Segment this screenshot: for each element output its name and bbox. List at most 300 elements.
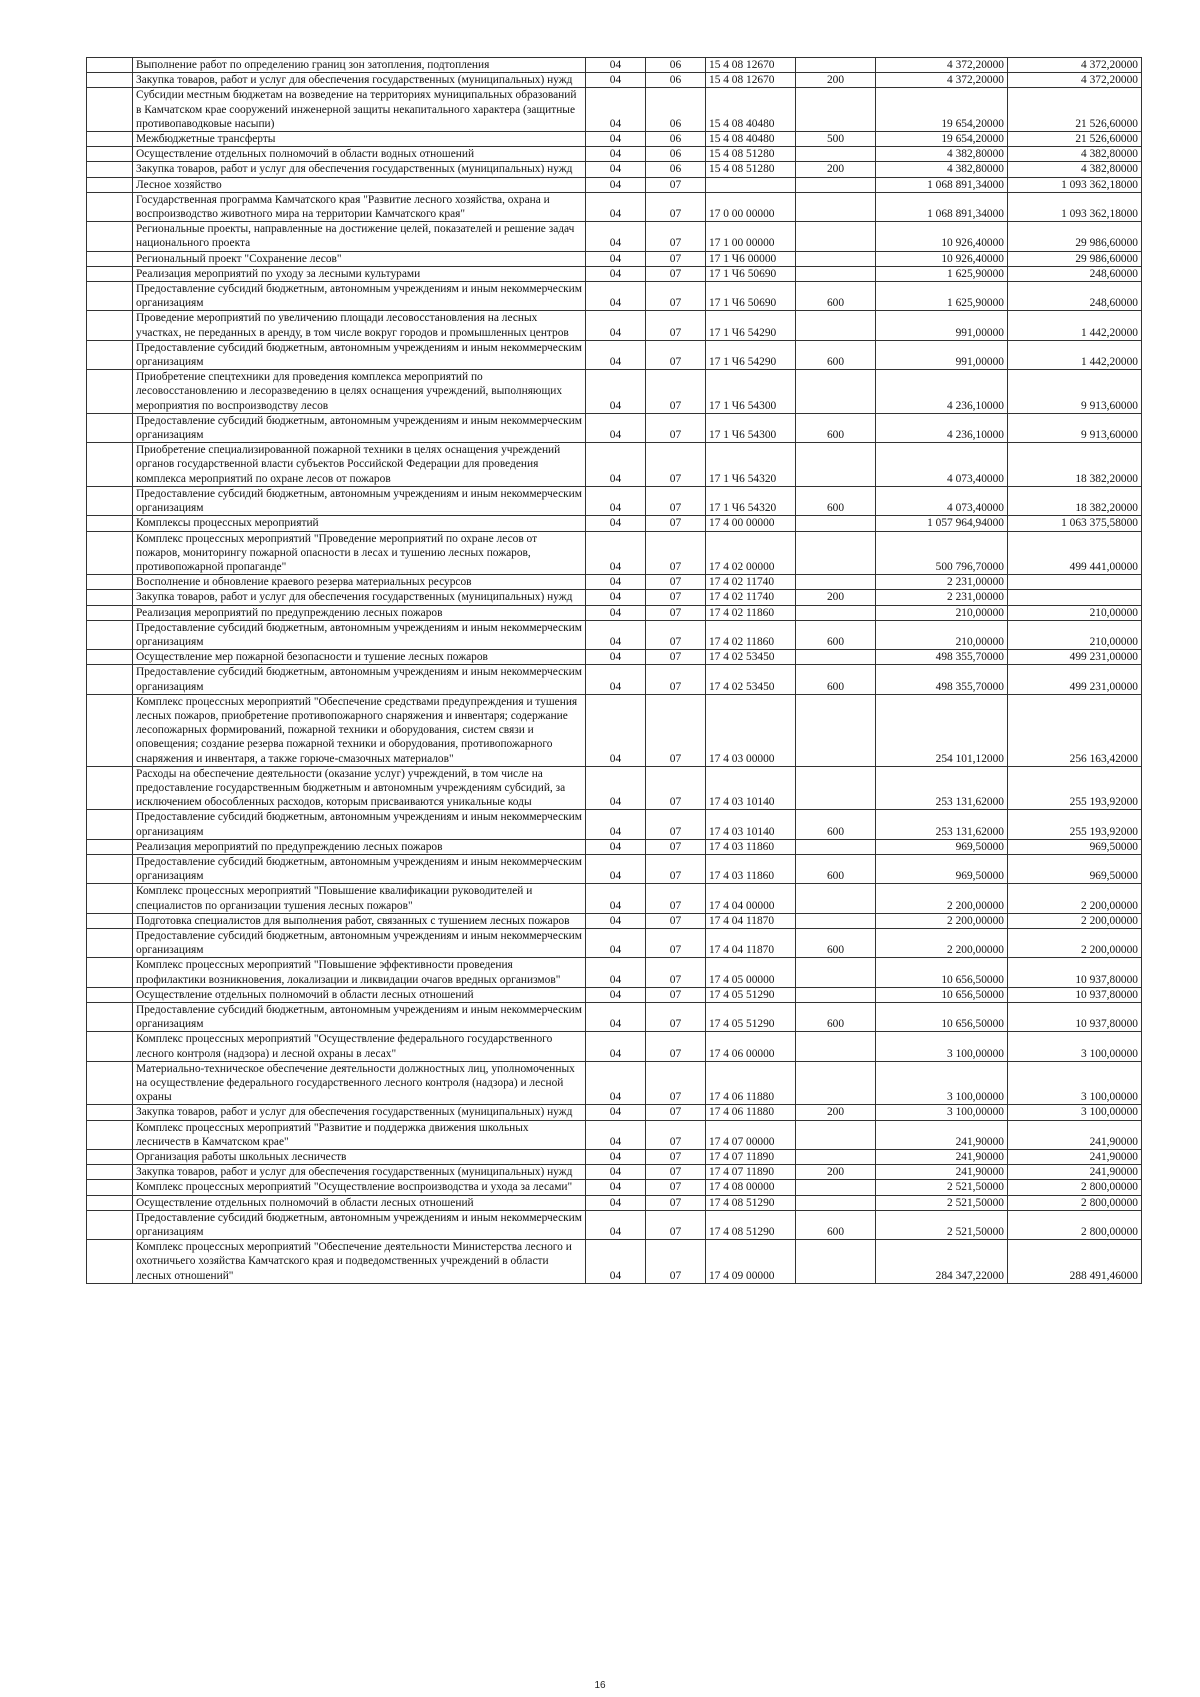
row-sum-year2-cell: 4 382,80000 xyxy=(1008,162,1142,177)
row-section-cell: 04 xyxy=(586,531,646,575)
row-sum-year1-cell: 210,00000 xyxy=(876,620,1008,649)
row-sum-year1-cell: 4 382,80000 xyxy=(876,147,1008,162)
row-sum-year2-cell: 18 382,20000 xyxy=(1008,443,1142,487)
row-expense-type-cell xyxy=(796,443,876,487)
row-section-cell: 04 xyxy=(586,177,646,192)
row-name-cell: Субсидии местным бюджетам на возведение на территориях муниципальных образований в Камчатском крае сооружений инженерной защиты некапитального характера (защитные противопаводковые насыпи) xyxy=(133,88,586,132)
row-blank-cell xyxy=(87,958,133,987)
row-section-cell: 04 xyxy=(586,1003,646,1032)
row-section-cell: 04 xyxy=(586,1061,646,1105)
row-sum-year2-cell: 9 913,60000 xyxy=(1008,413,1142,442)
row-sum-year2-cell: 210,00000 xyxy=(1008,620,1142,649)
row-expense-type-cell xyxy=(796,958,876,987)
row-expense-type-cell xyxy=(796,884,876,913)
row-target-article-cell: 17 4 05 00000 xyxy=(706,958,796,987)
row-name-cell: Закупка товаров, работ и услуг для обеспечения государственных (муниципальных) нужд xyxy=(133,162,586,177)
table-row xyxy=(87,73,1142,88)
row-section-cell: 04 xyxy=(586,1165,646,1180)
table-row xyxy=(87,516,1142,531)
row-target-article-cell: 15 4 08 51280 xyxy=(706,147,796,162)
row-sum-year1-cell: 991,00000 xyxy=(876,340,1008,369)
row-blank-cell xyxy=(87,251,133,266)
table-row xyxy=(87,88,1142,132)
row-section-cell: 04 xyxy=(586,987,646,1002)
row-sum-year2-cell: 210,00000 xyxy=(1008,605,1142,620)
row-subsection-cell: 07 xyxy=(646,177,706,192)
row-sum-year1-cell: 4 382,80000 xyxy=(876,162,1008,177)
row-sum-year2-cell: 2 200,00000 xyxy=(1008,928,1142,957)
table-row xyxy=(87,1032,1142,1061)
row-blank-cell xyxy=(87,58,133,73)
row-blank-cell xyxy=(87,1003,133,1032)
row-sum-year2-cell: 499 231,00000 xyxy=(1008,665,1142,694)
row-name-cell: Предоставление субсидий бюджетным, автономным учреждениям и иным некоммерческим организациям xyxy=(133,665,586,694)
row-sum-year2-cell: 1 442,20000 xyxy=(1008,311,1142,340)
row-target-article-cell: 15 4 08 40480 xyxy=(706,88,796,132)
row-sum-year1-cell: 4 372,20000 xyxy=(876,58,1008,73)
row-sum-year2-cell: 241,90000 xyxy=(1008,1120,1142,1149)
row-subsection-cell: 07 xyxy=(646,1003,706,1032)
row-section-cell: 04 xyxy=(586,1032,646,1061)
row-target-article-cell: 15 4 08 51280 xyxy=(706,162,796,177)
row-name-cell: Предоставление субсидий бюджетным, автономным учреждениям и иным некоммерческим организациям xyxy=(133,282,586,311)
row-name-cell: Предоставление субсидий бюджетным, автономным учреждениям и иным некоммерческим организациям xyxy=(133,486,586,515)
row-name-cell: Приобретение специализированной пожарной техники в целях оснащения учреждений органов государственной власти субъектов Российской Федерации для проведения комплекса мероприятий по охране лесов от пожаров xyxy=(133,443,586,487)
row-subsection-cell: 07 xyxy=(646,1195,706,1210)
row-section-cell: 04 xyxy=(586,620,646,649)
row-sum-year2-cell: 2 800,00000 xyxy=(1008,1180,1142,1195)
row-name-cell: Проведение мероприятий по увеличению площади лесовосстановления на лесных участках, не переданных в аренду, в том числе вокруг городов и промышленных центров xyxy=(133,311,586,340)
row-sum-year2-cell: 29 986,60000 xyxy=(1008,222,1142,251)
row-subsection-cell: 07 xyxy=(646,266,706,281)
row-expense-type-cell xyxy=(796,766,876,810)
row-name-cell: Региональный проект "Сохранение лесов" xyxy=(133,251,586,266)
table-row xyxy=(87,1180,1142,1195)
row-expense-type-cell: 200 xyxy=(796,1105,876,1120)
row-name-cell: Организация работы школьных лесничеств xyxy=(133,1150,586,1165)
row-blank-cell xyxy=(87,810,133,839)
row-blank-cell xyxy=(87,282,133,311)
row-expense-type-cell xyxy=(796,88,876,132)
row-blank-cell xyxy=(87,340,133,369)
row-sum-year1-cell: 969,50000 xyxy=(876,854,1008,883)
row-subsection-cell: 07 xyxy=(646,443,706,487)
row-sum-year1-cell: 10 926,40000 xyxy=(876,251,1008,266)
row-expense-type-cell xyxy=(796,177,876,192)
row-name-cell: Комплекс процессных мероприятий "Осуществление воспроизводства и ухода за лесами" xyxy=(133,1180,586,1195)
row-blank-cell xyxy=(87,177,133,192)
row-expense-type-cell xyxy=(796,913,876,928)
row-section-cell: 04 xyxy=(586,282,646,311)
row-target-article-cell: 17 4 07 11890 xyxy=(706,1165,796,1180)
row-subsection-cell: 06 xyxy=(646,162,706,177)
table-row xyxy=(87,620,1142,649)
row-section-cell: 04 xyxy=(586,132,646,147)
row-sum-year2-cell: 499 231,00000 xyxy=(1008,650,1142,665)
row-target-article-cell: 17 1 00 00000 xyxy=(706,222,796,251)
row-target-article-cell: 17 1 Ч6 54290 xyxy=(706,311,796,340)
row-sum-year1-cell: 4 073,40000 xyxy=(876,486,1008,515)
row-blank-cell xyxy=(87,147,133,162)
row-blank-cell xyxy=(87,913,133,928)
row-sum-year2-cell: 499 441,00000 xyxy=(1008,531,1142,575)
table-row xyxy=(87,486,1142,515)
row-subsection-cell: 07 xyxy=(646,620,706,649)
table-row xyxy=(87,1165,1142,1180)
row-sum-year1-cell: 241,90000 xyxy=(876,1120,1008,1149)
row-sum-year1-cell: 2 200,00000 xyxy=(876,913,1008,928)
row-target-article-cell: 17 1 Ч6 54290 xyxy=(706,340,796,369)
row-sum-year2-cell: 1 093 362,18000 xyxy=(1008,192,1142,221)
row-subsection-cell: 07 xyxy=(646,1210,706,1239)
row-name-cell: Комплекс процессных мероприятий "Обеспечение деятельности Министерства лесного и охотничьего хозяйства Камчатского края и подведомственных учреждений в области лесных отношений" xyxy=(133,1240,586,1284)
row-section-cell: 04 xyxy=(586,147,646,162)
row-section-cell: 04 xyxy=(586,88,646,132)
row-expense-type-cell: 600 xyxy=(796,620,876,649)
row-subsection-cell: 07 xyxy=(646,928,706,957)
row-blank-cell xyxy=(87,605,133,620)
row-expense-type-cell xyxy=(796,575,876,590)
row-blank-cell xyxy=(87,516,133,531)
table-row xyxy=(87,958,1142,987)
row-target-article-cell: 17 4 08 00000 xyxy=(706,1180,796,1195)
table-row xyxy=(87,605,1142,620)
table-row xyxy=(87,810,1142,839)
row-blank-cell xyxy=(87,590,133,605)
table-row xyxy=(87,282,1142,311)
row-name-cell: Осуществление отдельных полномочий в области водных отношений xyxy=(133,147,586,162)
row-section-cell: 04 xyxy=(586,1195,646,1210)
page-number: 16 xyxy=(594,1680,606,1691)
row-sum-year2-cell: 241,90000 xyxy=(1008,1150,1142,1165)
row-name-cell: Реализация мероприятий по уходу за лесными культурами xyxy=(133,266,586,281)
row-blank-cell xyxy=(87,665,133,694)
row-section-cell: 04 xyxy=(586,958,646,987)
row-subsection-cell: 07 xyxy=(646,251,706,266)
row-expense-type-cell xyxy=(796,58,876,73)
row-name-cell: Предоставление субсидий бюджетным, автономным учреждениям и иным некоммерческим организациям xyxy=(133,413,586,442)
row-blank-cell xyxy=(87,162,133,177)
row-name-cell: Предоставление субсидий бюджетным, автономным учреждениям и иным некоммерческим организациям xyxy=(133,810,586,839)
row-target-article-cell: 17 4 02 00000 xyxy=(706,531,796,575)
row-target-article-cell: 15 4 08 12670 xyxy=(706,73,796,88)
row-name-cell: Региональные проекты, направленные на достижение целей, показателей и решение задач национального проекта xyxy=(133,222,586,251)
row-sum-year1-cell: 241,90000 xyxy=(876,1165,1008,1180)
row-sum-year1-cell: 4 236,10000 xyxy=(876,370,1008,414)
row-sum-year1-cell: 2 521,50000 xyxy=(876,1210,1008,1239)
row-target-article-cell: 17 4 04 00000 xyxy=(706,884,796,913)
row-name-cell: Межбюджетные трансферты xyxy=(133,132,586,147)
row-sum-year1-cell: 969,50000 xyxy=(876,839,1008,854)
row-sum-year2-cell: 2 200,00000 xyxy=(1008,884,1142,913)
row-name-cell: Комплекс процессных мероприятий "Повышение квалификации руководителей и специалистов по организации тушения лесных пожаров" xyxy=(133,884,586,913)
row-expense-type-cell: 600 xyxy=(796,665,876,694)
row-sum-year2-cell: 1 442,20000 xyxy=(1008,340,1142,369)
row-blank-cell xyxy=(87,370,133,414)
table-row xyxy=(87,266,1142,281)
row-subsection-cell: 07 xyxy=(646,1165,706,1180)
row-section-cell: 04 xyxy=(586,516,646,531)
row-sum-year1-cell: 2 231,00000 xyxy=(876,590,1008,605)
row-subsection-cell: 07 xyxy=(646,958,706,987)
row-expense-type-cell xyxy=(796,1120,876,1149)
row-name-cell: Предоставление субсидий бюджетным, автономным учреждениям и иным некоммерческим организациям xyxy=(133,340,586,369)
row-section-cell: 04 xyxy=(586,1180,646,1195)
row-sum-year2-cell: 4 382,80000 xyxy=(1008,147,1142,162)
row-sum-year2-cell: 10 937,80000 xyxy=(1008,958,1142,987)
row-name-cell: Предоставление субсидий бюджетным, автономным учреждениям и иным некоммерческим организациям xyxy=(133,928,586,957)
table-row xyxy=(87,987,1142,1002)
row-name-cell: Реализация мероприятий по предупреждению лесных пожаров xyxy=(133,605,586,620)
row-blank-cell xyxy=(87,486,133,515)
row-section-cell: 04 xyxy=(586,413,646,442)
row-blank-cell xyxy=(87,1195,133,1210)
row-expense-type-cell: 500 xyxy=(796,132,876,147)
row-section-cell: 04 xyxy=(586,1120,646,1149)
row-sum-year2-cell: 255 193,92000 xyxy=(1008,766,1142,810)
row-target-article-cell: 17 1 Ч6 54300 xyxy=(706,370,796,414)
row-expense-type-cell: 600 xyxy=(796,1003,876,1032)
row-sum-year2-cell: 2 200,00000 xyxy=(1008,913,1142,928)
row-blank-cell xyxy=(87,575,133,590)
table-row xyxy=(87,340,1142,369)
row-expense-type-cell: 600 xyxy=(796,810,876,839)
row-name-cell: Предоставление субсидий бюджетным, автономным учреждениям и иным некоммерческим организациям xyxy=(133,620,586,649)
row-target-article-cell: 15 4 08 12670 xyxy=(706,58,796,73)
table-row xyxy=(87,766,1142,810)
row-subsection-cell: 07 xyxy=(646,1150,706,1165)
row-subsection-cell: 06 xyxy=(646,73,706,88)
row-subsection-cell: 07 xyxy=(646,605,706,620)
row-blank-cell xyxy=(87,928,133,957)
table-row xyxy=(87,132,1142,147)
row-expense-type-cell xyxy=(796,516,876,531)
row-blank-cell xyxy=(87,1120,133,1149)
table-row xyxy=(87,531,1142,575)
row-section-cell: 04 xyxy=(586,370,646,414)
row-subsection-cell: 07 xyxy=(646,413,706,442)
row-blank-cell xyxy=(87,222,133,251)
row-expense-type-cell: 600 xyxy=(796,1210,876,1239)
table-row xyxy=(87,913,1142,928)
row-subsection-cell: 07 xyxy=(646,192,706,221)
row-expense-type-cell: 600 xyxy=(796,854,876,883)
row-name-cell: Предоставление субсидий бюджетным, автономным учреждениям и иным некоммерческим организациям xyxy=(133,1210,586,1239)
row-sum-year1-cell: 2 200,00000 xyxy=(876,884,1008,913)
row-subsection-cell: 07 xyxy=(646,590,706,605)
row-target-article-cell: 17 4 03 11860 xyxy=(706,839,796,854)
row-subsection-cell: 06 xyxy=(646,147,706,162)
row-section-cell: 04 xyxy=(586,810,646,839)
row-sum-year1-cell: 991,00000 xyxy=(876,311,1008,340)
row-section-cell: 04 xyxy=(586,575,646,590)
row-sum-year1-cell: 253 131,62000 xyxy=(876,810,1008,839)
row-name-cell: Комплекс процессных мероприятий "Развитие и поддержка движения школьных лесничеств в Камчатском крае" xyxy=(133,1120,586,1149)
row-name-cell: Комплекс процессных мероприятий "Обеспечение средствами предупреждения и тушения лесных пожаров, приобретение противопожарного снаряжения и инвентаря; содержание лесопожарных формирований, пожарной техники и оборудования, систем связи и оповещения; создание резерва пожарной техники и оборудования, противопожарного снаряжения и инвентаря, а также горюче-смазочных материалов" xyxy=(133,694,586,766)
row-name-cell: Государственная программа Камчатского края "Развитие лесного хозяйства, охрана и воспроизводство животного мира на территории Камчатского края" xyxy=(133,192,586,221)
row-sum-year2-cell: 969,50000 xyxy=(1008,854,1142,883)
row-sum-year1-cell: 10 656,50000 xyxy=(876,987,1008,1002)
table-row xyxy=(87,1003,1142,1032)
row-subsection-cell: 07 xyxy=(646,575,706,590)
row-sum-year1-cell: 1 068 891,34000 xyxy=(876,177,1008,192)
table-row xyxy=(87,694,1142,766)
row-sum-year2-cell: 241,90000 xyxy=(1008,1165,1142,1180)
row-subsection-cell: 07 xyxy=(646,650,706,665)
row-subsection-cell: 07 xyxy=(646,1105,706,1120)
row-subsection-cell: 07 xyxy=(646,340,706,369)
row-section-cell: 04 xyxy=(586,251,646,266)
row-blank-cell xyxy=(87,73,133,88)
row-sum-year1-cell: 1 625,90000 xyxy=(876,266,1008,281)
table-row xyxy=(87,1120,1142,1149)
row-subsection-cell: 06 xyxy=(646,132,706,147)
table-row xyxy=(87,443,1142,487)
row-subsection-cell: 07 xyxy=(646,311,706,340)
row-subsection-cell: 06 xyxy=(646,58,706,73)
row-section-cell: 04 xyxy=(586,839,646,854)
row-expense-type-cell xyxy=(796,694,876,766)
row-subsection-cell: 07 xyxy=(646,839,706,854)
row-section-cell: 04 xyxy=(586,1150,646,1165)
row-expense-type-cell xyxy=(796,311,876,340)
row-section-cell: 04 xyxy=(586,928,646,957)
row-sum-year1-cell: 253 131,62000 xyxy=(876,766,1008,810)
row-blank-cell xyxy=(87,88,133,132)
row-expense-type-cell: 200 xyxy=(796,590,876,605)
row-target-article-cell: 17 4 04 11870 xyxy=(706,928,796,957)
row-sum-year1-cell: 284 347,22000 xyxy=(876,1240,1008,1284)
row-blank-cell xyxy=(87,1105,133,1120)
row-section-cell: 04 xyxy=(586,266,646,281)
row-sum-year1-cell: 3 100,00000 xyxy=(876,1032,1008,1061)
row-target-article-cell: 17 4 00 00000 xyxy=(706,516,796,531)
row-target-article-cell: 17 4 04 11870 xyxy=(706,913,796,928)
row-target-article-cell: 17 1 Ч6 54320 xyxy=(706,443,796,487)
row-target-article-cell xyxy=(706,177,796,192)
row-sum-year2-cell xyxy=(1008,590,1142,605)
row-subsection-cell: 07 xyxy=(646,1061,706,1105)
row-target-article-cell: 17 1 Ч6 54320 xyxy=(706,486,796,515)
row-blank-cell xyxy=(87,1240,133,1284)
row-expense-type-cell xyxy=(796,266,876,281)
row-sum-year2-cell: 2 800,00000 xyxy=(1008,1210,1142,1239)
row-expense-type-cell xyxy=(796,1240,876,1284)
row-section-cell: 04 xyxy=(586,1240,646,1284)
row-target-article-cell: 15 4 08 40480 xyxy=(706,132,796,147)
table-row xyxy=(87,1210,1142,1239)
row-expense-type-cell xyxy=(796,531,876,575)
row-subsection-cell: 07 xyxy=(646,694,706,766)
row-section-cell: 04 xyxy=(586,58,646,73)
row-subsection-cell: 07 xyxy=(646,1240,706,1284)
row-blank-cell xyxy=(87,1165,133,1180)
row-sum-year1-cell: 4 372,20000 xyxy=(876,73,1008,88)
row-sum-year2-cell: 10 937,80000 xyxy=(1008,1003,1142,1032)
row-name-cell: Комплекс процессных мероприятий "Проведение мероприятий по охране лесов от пожаров, мониторингу пожарной опасности в лесах и тушению лесных пожаров, противопожарной пропаганде" xyxy=(133,531,586,575)
table-row xyxy=(87,1061,1142,1105)
row-sum-year1-cell: 1 068 891,34000 xyxy=(876,192,1008,221)
table-row xyxy=(87,413,1142,442)
row-sum-year1-cell: 2 200,00000 xyxy=(876,928,1008,957)
row-blank-cell xyxy=(87,650,133,665)
row-section-cell: 04 xyxy=(586,913,646,928)
row-blank-cell xyxy=(87,694,133,766)
row-sum-year2-cell: 1 063 375,58000 xyxy=(1008,516,1142,531)
row-section-cell: 04 xyxy=(586,443,646,487)
row-sum-year1-cell: 2 521,50000 xyxy=(876,1195,1008,1210)
row-name-cell: Осуществление отдельных полномочий в области лесных отношений xyxy=(133,1195,586,1210)
table-row xyxy=(87,222,1142,251)
row-name-cell: Подготовка специалистов для выполнения работ, связанных с тушением лесных пожаров xyxy=(133,913,586,928)
row-sum-year2-cell: 969,50000 xyxy=(1008,839,1142,854)
row-sum-year2-cell xyxy=(1008,575,1142,590)
row-blank-cell xyxy=(87,1210,133,1239)
row-sum-year1-cell: 3 100,00000 xyxy=(876,1105,1008,1120)
row-section-cell: 04 xyxy=(586,650,646,665)
row-subsection-cell: 07 xyxy=(646,913,706,928)
row-name-cell: Закупка товаров, работ и услуг для обеспечения государственных (муниципальных) нужд xyxy=(133,590,586,605)
table-row xyxy=(87,147,1142,162)
row-subsection-cell: 07 xyxy=(646,665,706,694)
row-name-cell: Восполнение и обновление краевого резерва материальных ресурсов xyxy=(133,575,586,590)
row-blank-cell xyxy=(87,1150,133,1165)
row-subsection-cell: 07 xyxy=(646,884,706,913)
row-sum-year2-cell: 29 986,60000 xyxy=(1008,251,1142,266)
row-name-cell: Комплекс процессных мероприятий "Осуществление федерального государственного лесного контроля (надзора) и лесной охраны в лесах" xyxy=(133,1032,586,1061)
row-expense-type-cell xyxy=(796,1061,876,1105)
row-name-cell: Лесное хозяйство xyxy=(133,177,586,192)
row-blank-cell xyxy=(87,311,133,340)
row-expense-type-cell: 200 xyxy=(796,1165,876,1180)
table-row xyxy=(87,1150,1142,1165)
row-blank-cell xyxy=(87,839,133,854)
row-sum-year1-cell: 500 796,70000 xyxy=(876,531,1008,575)
row-section-cell: 04 xyxy=(586,854,646,883)
row-sum-year1-cell: 19 654,20000 xyxy=(876,132,1008,147)
row-target-article-cell: 17 4 06 11880 xyxy=(706,1105,796,1120)
row-blank-cell xyxy=(87,132,133,147)
row-target-article-cell: 17 4 02 11860 xyxy=(706,605,796,620)
row-expense-type-cell: 600 xyxy=(796,486,876,515)
table-row xyxy=(87,311,1142,340)
table-row xyxy=(87,1240,1142,1284)
row-target-article-cell: 17 4 02 53450 xyxy=(706,665,796,694)
row-sum-year1-cell: 498 355,70000 xyxy=(876,665,1008,694)
table-row xyxy=(87,58,1142,73)
row-section-cell: 04 xyxy=(586,1210,646,1239)
row-target-article-cell: 17 4 03 11860 xyxy=(706,854,796,883)
row-sum-year1-cell: 2 521,50000 xyxy=(876,1180,1008,1195)
row-expense-type-cell: 600 xyxy=(796,282,876,311)
row-subsection-cell: 07 xyxy=(646,1120,706,1149)
row-target-article-cell: 17 4 09 00000 xyxy=(706,1240,796,1284)
row-subsection-cell: 07 xyxy=(646,854,706,883)
row-section-cell: 04 xyxy=(586,605,646,620)
row-target-article-cell: 17 4 08 51290 xyxy=(706,1195,796,1210)
row-name-cell: Предоставление субсидий бюджетным, автономным учреждениям и иным некоммерческим организациям xyxy=(133,854,586,883)
row-section-cell: 04 xyxy=(586,766,646,810)
row-target-article-cell: 17 4 06 00000 xyxy=(706,1032,796,1061)
row-blank-cell xyxy=(87,1061,133,1105)
row-section-cell: 04 xyxy=(586,694,646,766)
row-expense-type-cell: 200 xyxy=(796,162,876,177)
row-sum-year2-cell: 255 193,92000 xyxy=(1008,810,1142,839)
row-section-cell: 04 xyxy=(586,222,646,251)
row-sum-year1-cell: 2 231,00000 xyxy=(876,575,1008,590)
row-sum-year2-cell: 248,60000 xyxy=(1008,282,1142,311)
row-blank-cell xyxy=(87,531,133,575)
